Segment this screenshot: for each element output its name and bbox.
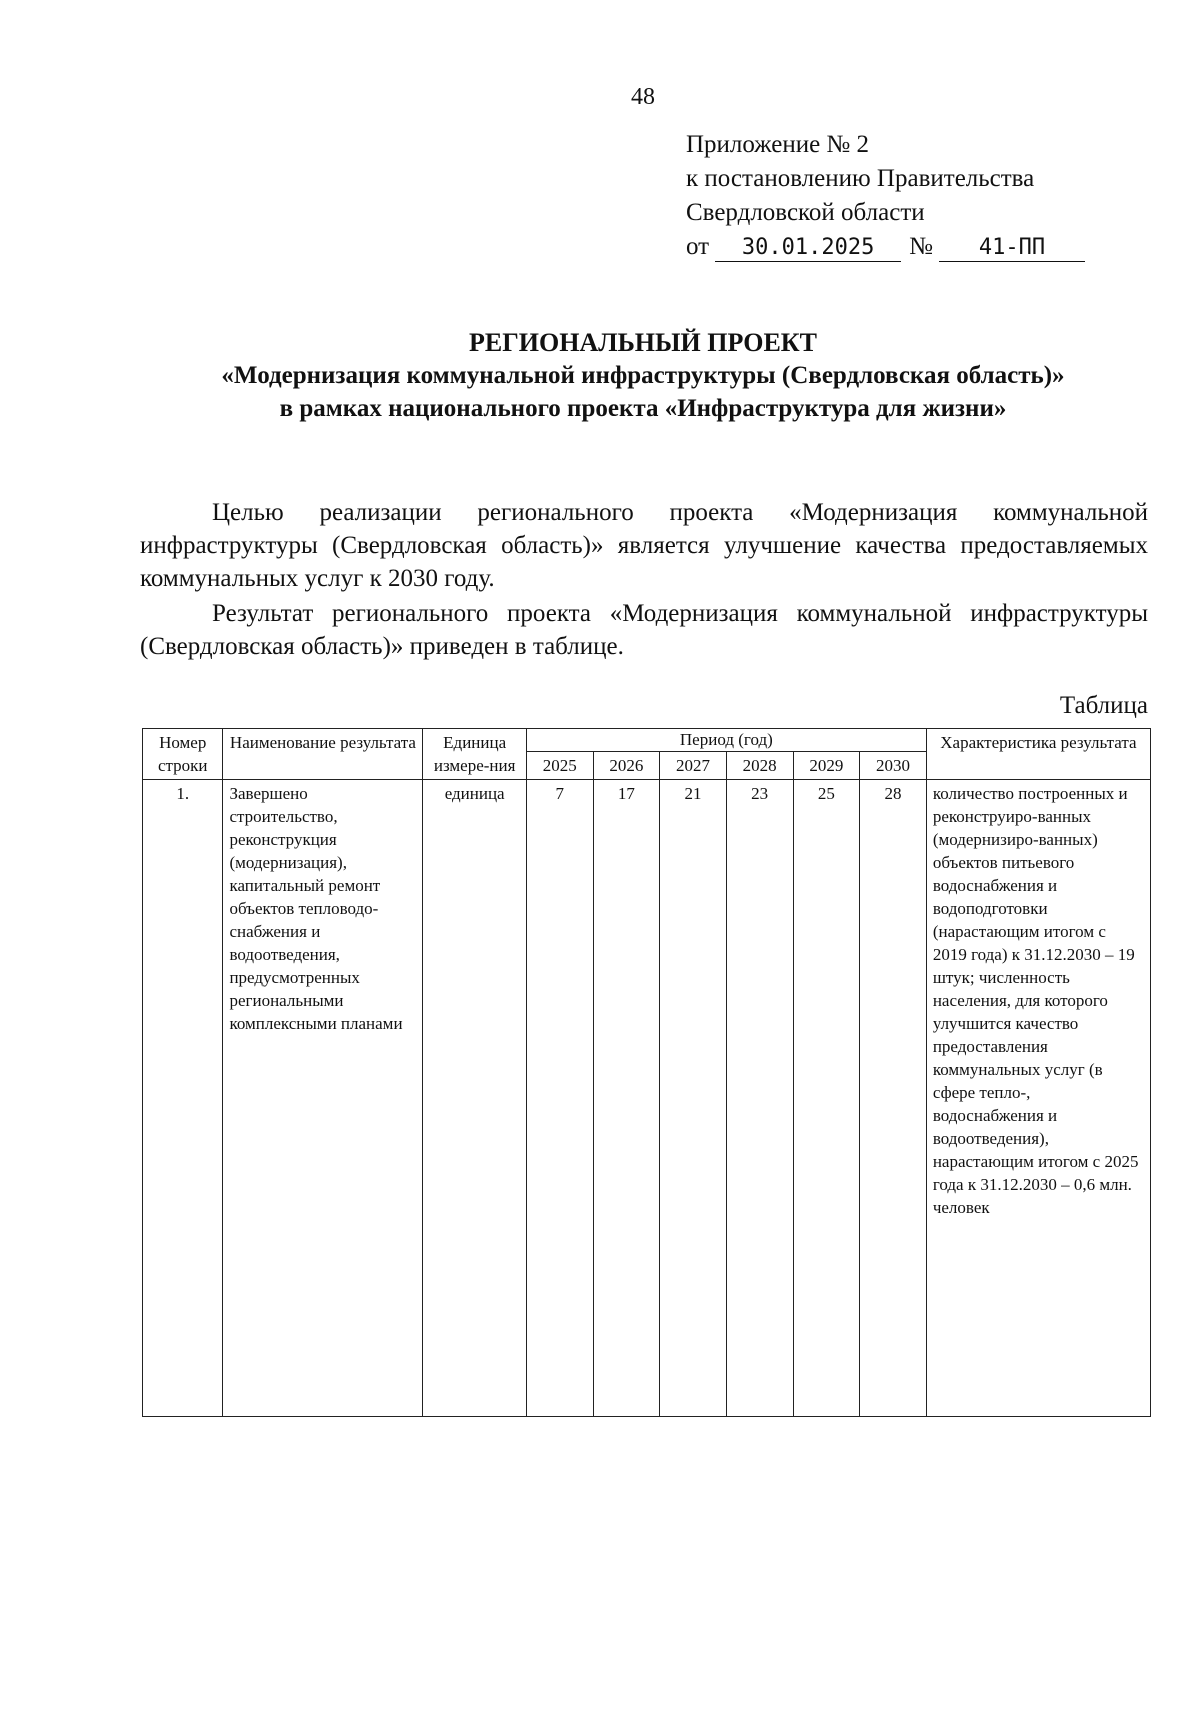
table-caption: Таблица xyxy=(1059,692,1148,719)
document-title xyxy=(0,326,1200,425)
appendix-block xyxy=(686,128,1085,264)
appendix-line-3: Свердловской области xyxy=(686,199,925,226)
table-header-row xyxy=(143,729,1151,752)
date-value: 30.01.2025 xyxy=(715,235,901,262)
results-table xyxy=(142,728,1151,1417)
header-year: 2030 xyxy=(860,752,927,780)
number-value: 41-ПП xyxy=(939,235,1085,262)
cell-value-2026: 17 xyxy=(593,780,660,1417)
header-name: Наименование результата xyxy=(223,729,423,780)
header-year: 2025 xyxy=(526,752,593,780)
cell-value-2029: 25 xyxy=(793,780,860,1417)
header-year: 2029 xyxy=(793,752,860,780)
header-row-number: Номер строки xyxy=(143,729,223,780)
appendix-line-1: Приложение № 2 xyxy=(686,131,870,158)
cell-value-2028: 23 xyxy=(726,780,793,1417)
cell-unit: единица xyxy=(423,780,526,1417)
paragraph-result: Результат регионального проекта «Модернизация коммунальной инфраструктуры (Свердловская область)» приведен в таблице. xyxy=(140,600,1148,660)
number-prefix: № xyxy=(909,233,933,260)
cell-row-number: 1. xyxy=(143,780,223,1417)
header-year: 2027 xyxy=(660,752,727,780)
header-year: 2028 xyxy=(726,752,793,780)
page-number: 48 xyxy=(631,84,655,110)
appendix-date-line xyxy=(686,230,1085,264)
title-line-3: в рамках национального проекта «Инфраструктура для жизни» xyxy=(279,395,1007,422)
appendix-line-2: к постановлению Правительства xyxy=(686,165,1035,192)
title-line-1: РЕГИОНАЛЬНЫЙ ПРОЕКТ xyxy=(469,328,817,357)
title-line-2: «Модернизация коммунальной инфраструктуры (Свердловская область)» xyxy=(221,362,1065,389)
date-prefix: от xyxy=(686,233,710,260)
cell-characteristic: количество построенных и реконструиро-ванных (модернизиро-ванных) объектов питьевого водоснабжения и водоподготовки (нарастающим итогом с 2019 года) к 31.12.2030 – 19 штук; численность населения, для которого улучшится качество предоставления коммунальных услуг (в сфере тепло-, водоснабжения и водоотведения), нарастающим итогом с 2025 года к 31.12.2030 – 0,6 млн. человек xyxy=(926,780,1150,1417)
table-row xyxy=(143,780,1151,1417)
cell-value-2025: 7 xyxy=(526,780,593,1417)
paragraph-goal: Целью реализации регионального проекта «Модернизация коммунальной инфраструктуры (Свердловская область)» является улучшение качества предоставляемых коммунальных услуг к 2030 году. xyxy=(140,499,1148,592)
header-year: 2026 xyxy=(593,752,660,780)
header-characteristic: Характеристика результата xyxy=(926,729,1150,780)
cell-value-2030: 28 xyxy=(860,780,927,1417)
header-unit: Единица измере-ния xyxy=(423,729,526,780)
cell-result-name: Завершено строительство, реконструкция (модернизация), капитальный ремонт объектов тепловодо-снабжения и водоотведения, предусмотренных региональными комплексными планами xyxy=(223,780,423,1417)
header-period: Период (год) xyxy=(526,729,926,752)
cell-value-2027: 21 xyxy=(660,780,727,1417)
body-text xyxy=(140,496,1148,665)
